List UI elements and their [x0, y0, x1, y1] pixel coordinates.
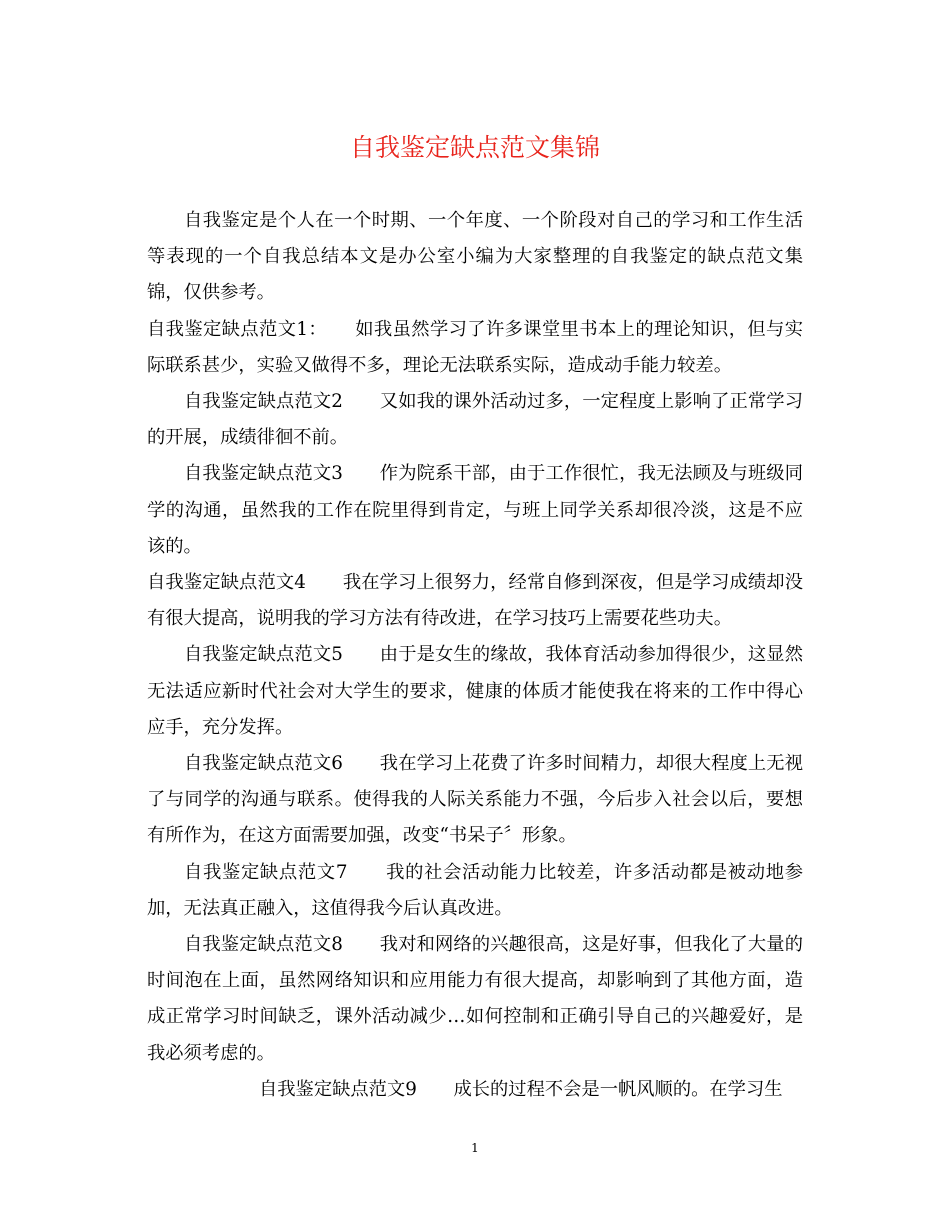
paragraph-sample-5: 自我鉴定缺点范文5 由于是女生的缘故，我体育活动参加得很少，这显然无法适应新时代社会对大学生的要求，健康的体质才能使我在将来的工作中得心应手，充分发挥。 — [147, 644, 803, 738]
paragraph-sample-8: 自我鉴定缺点范文8 我对和网络的兴趣很高，这是好事，但我化了大量的时间泡在上面，虽然网络知识和应用能力有很大提高，却影响到了其他方面，造成正常学习时间缺乏，课外活动减少…如何控制和正确引导自己的兴趣爱好，是我必须考虑的。 — [147, 934, 803, 1064]
page-number: 1 — [471, 1141, 479, 1155]
paragraph-sample-3: 自我鉴定缺点范文3 作为院系干部，由于工作很忙，我无法顾及与班级同学的沟通，虽然我的工作在院里得到肯定，与班上同学关系却很冷淡，这是不应该的。 — [147, 463, 803, 557]
paragraph-sample-1: 自我鉴定缺点范文1： 如我虽然学习了许多课堂里书本上的理论知识，但与实际联系甚少，实验又做得不多，理论无法联系实际，造成动手能力较差。 — [147, 318, 803, 376]
paragraph-intro: 自我鉴定是个人在一个时期、一个年度、一个阶段对自己的学习和工作生活等表现的一个自我总结本文是办公室小编为大家整理的自我鉴定的缺点范文集锦，仅供参考。 — [147, 210, 803, 304]
page-title: 自我鉴定缺点范文集锦 — [349, 133, 600, 162]
paragraph-sample-9: 自我鉴定缺点范文9 成长的过程不会是一帆风顺的。在学习生 — [259, 1078, 783, 1100]
document-body — [147, 203, 803, 1108]
paragraph-sample-2: 自我鉴定缺点范文2 又如我的课外活动过多，一定程度上影响了正常学习的开展，成绩徘徊不前。 — [147, 391, 803, 449]
paragraph-sample-7: 自我鉴定缺点范文7 我的社会活动能力比较差，许多活动都是被动地参加，无法真正融入，这值得我今后认真改进。 — [147, 861, 803, 919]
paragraph-sample-6: 自我鉴定缺点范文6 我在学习上花费了许多时间精力，却很大程度上无视了与同学的沟通与联系。使得我的人际关系能力不强，今后步入社会以后，要想有所作为，在这方面需要加强，改变“书呆子〞形象。 — [147, 753, 803, 847]
paragraph-sample-4: 自我鉴定缺点范文4 我在学习上很努力，经常自修到深夜，但是学习成绩却没有很大提高，说明我的学习方法有待改进，在学习技巧上需要花些功夫。 — [147, 572, 803, 630]
